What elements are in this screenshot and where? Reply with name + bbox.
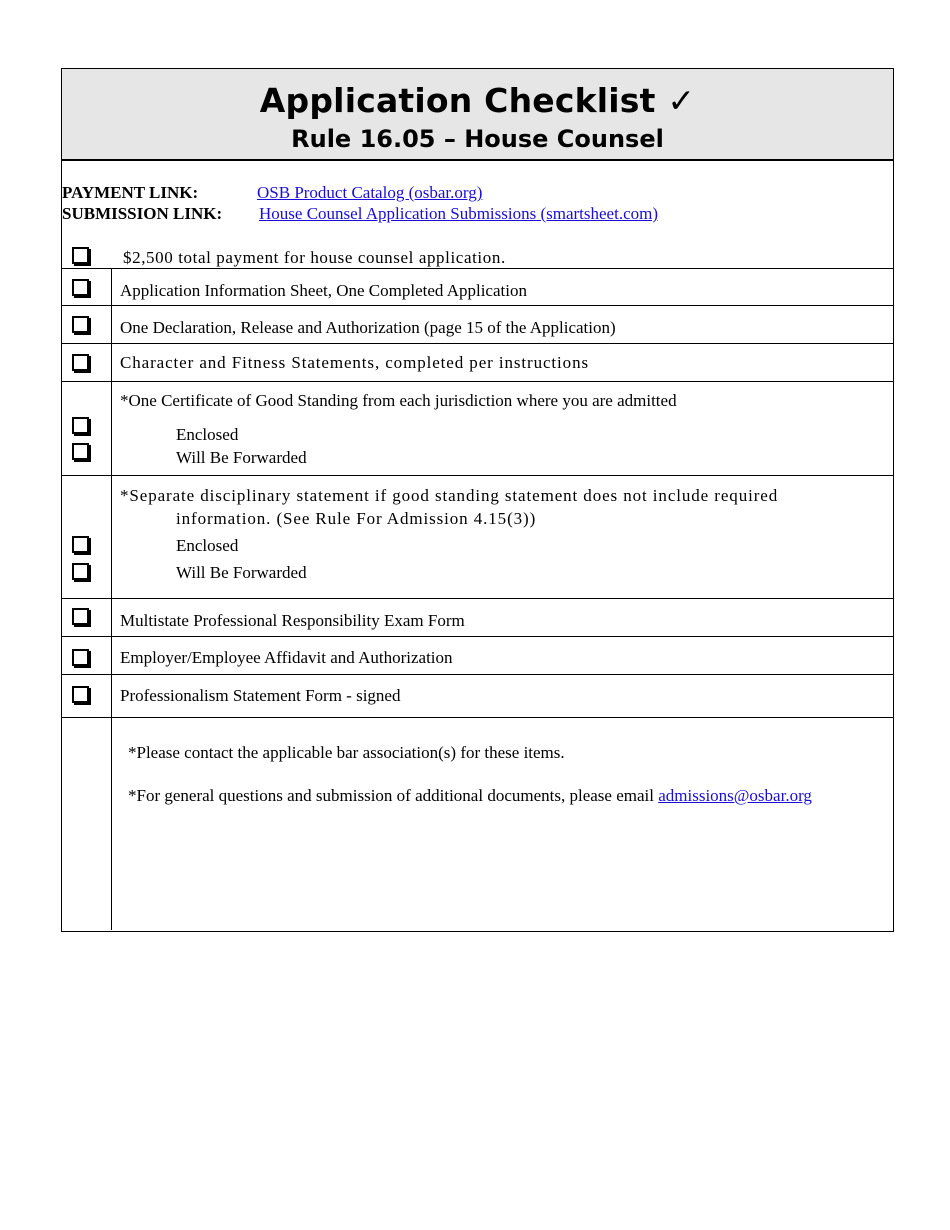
option-disciplinary-enclosed: Enclosed — [176, 536, 239, 555]
email-link[interactable]: admissions@osbar.org — [658, 786, 812, 805]
checkbox-professionalism[interactable] — [72, 686, 89, 703]
item-certificate-good-standing: *One Certificate of Good Standing from each jurisdiction where you are admitted — [120, 391, 677, 410]
row-divider — [62, 717, 893, 718]
checkbox-declaration[interactable] — [72, 316, 89, 333]
checkbox-certificate-forwarded[interactable] — [72, 443, 89, 460]
note-contact-bar: *Please contact the applicable bar association(s) for these items. — [128, 743, 565, 762]
title-text: Application Checklist — [259, 81, 656, 120]
option-certificate-enclosed: Enclosed — [176, 425, 239, 444]
item-disciplinary-statement: *Separate disciplinary statement if good standing statement does not include required — [120, 486, 779, 505]
item-employer-affidavit: Employer/Employee Affidavit and Authorization — [120, 648, 453, 667]
item-payment: $2,500 total payment for house counsel application. — [123, 248, 506, 267]
checkbox-disciplinary-enclosed[interactable] — [72, 536, 89, 553]
item-declaration: One Declaration, Release and Authorization (page 15 of the Application) — [120, 318, 616, 337]
row-divider — [62, 475, 893, 476]
option-disciplinary-forwarded: Will Be Forwarded — [176, 563, 307, 582]
checkbox-application-info[interactable] — [72, 279, 89, 296]
item-application-info: Application Information Sheet, One Completed Application — [120, 281, 527, 300]
payment-link-label: PAYMENT LINK: — [62, 183, 199, 202]
checkbox-employer-affidavit[interactable] — [72, 649, 89, 666]
submission-link-label: SUBMISSION LINK: — [62, 204, 223, 223]
page-subtitle: Rule 16.05 – House Counsel — [291, 125, 664, 153]
row-divider — [62, 636, 893, 637]
submission-link[interactable]: House Counsel Application Submissions (smartsheet.com) — [259, 204, 658, 223]
row-divider — [62, 268, 893, 269]
column-divider — [111, 268, 112, 930]
checkbox-disciplinary-forwarded[interactable] — [72, 563, 89, 580]
checkmark-icon: ✓ — [667, 81, 696, 120]
row-divider — [62, 674, 893, 675]
checkbox-character-fitness[interactable] — [72, 354, 89, 371]
item-character-fitness: Character and Fitness Statements, completed per instructions — [120, 353, 589, 372]
note-general-questions-text: *For general questions and submission of additional documents, please email — [128, 786, 659, 805]
row-divider — [62, 381, 893, 382]
page-title — [62, 81, 893, 120]
item-disciplinary-statement-cont: information. (See Rule For Admission 4.15(3)) — [176, 509, 537, 528]
checklist-table — [61, 68, 894, 932]
header-box — [62, 69, 893, 161]
option-certificate-forwarded: Will Be Forwarded — [176, 448, 307, 467]
row-divider — [62, 343, 893, 344]
note-general-questions — [128, 786, 812, 806]
checkbox-mpre[interactable] — [72, 608, 89, 625]
item-mpre: Multistate Professional Responsibility Exam Form — [120, 611, 465, 630]
row-divider — [62, 598, 893, 599]
item-professionalism: Professionalism Statement Form - signed — [120, 686, 401, 705]
checkbox-payment[interactable] — [72, 247, 89, 264]
checkbox-certificate-enclosed[interactable] — [72, 417, 89, 434]
payment-link[interactable]: OSB Product Catalog (osbar.org) — [257, 183, 483, 202]
row-divider — [62, 305, 893, 306]
